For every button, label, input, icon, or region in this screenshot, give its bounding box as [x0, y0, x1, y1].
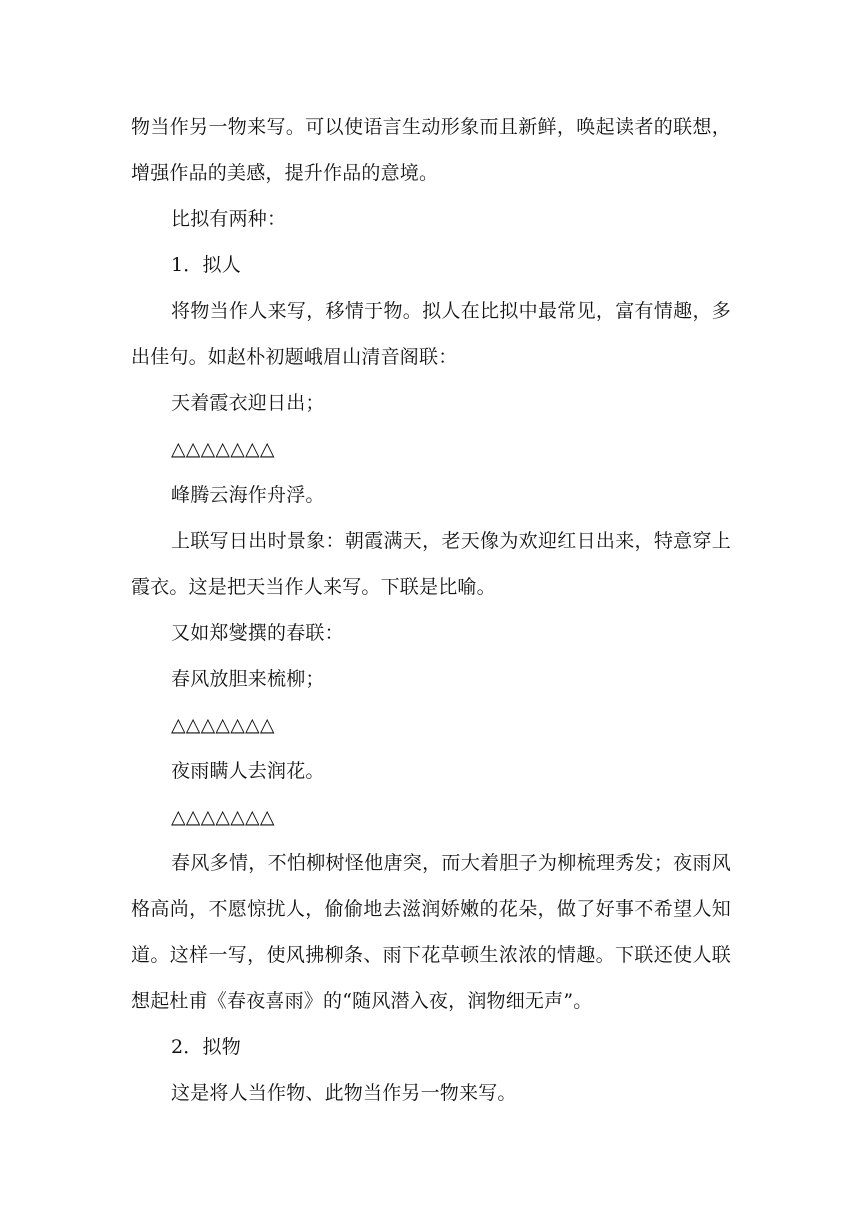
- couplet-line: 天着霞衣迎日出；: [171, 392, 325, 414]
- emphasis-marks: △△△△△△△: [171, 714, 275, 736]
- document-body: [131, 104, 731, 1116]
- couplet-line: 春风放胆来梳柳；: [171, 668, 325, 690]
- section-heading-objectification: 2．拟物: [171, 1036, 241, 1058]
- section-heading-personification: 1．拟人: [171, 254, 241, 276]
- paragraph-analysis: 春风多情，不怕柳树怪他唐突，而大着胆子为柳梳理秀发；夜雨风格高尚，不愿惊扰人，偷偷地去滋润娇嫩的花朵，做了好事不希望人知道。这样一写，使风拂柳条、雨下花草顿生浓浓的情趣。下联还使人联想起杜甫《春夜喜雨》的“随风潜入夜，润物细无声”。: [131, 852, 731, 1012]
- paragraph-explanation: 上联写日出时景象：朝霞满天，老天像为欢迎红日出来，特意穿上霞衣。这是把天当作人来写。下联是比喻。: [131, 530, 731, 598]
- emphasis-marks: △△△△△△△: [171, 438, 275, 460]
- paragraph-continuation: 物当作另一物来写。可以使语言生动形象而且新鲜，唤起读者的联想，增强作品的美感，提升作品的意境。: [131, 116, 731, 184]
- paragraph-intro: 比拟有两种：: [171, 208, 287, 230]
- paragraph-example-intro: 又如郑燮撰的春联：: [171, 622, 344, 644]
- paragraph-objectification: 这是将人当作物、此物当作另一物来写。: [171, 1082, 517, 1104]
- couplet-line: 峰腾云海作舟浮。: [171, 484, 325, 506]
- paragraph-personification: 将物当作人来写，移情于物。拟人在比拟中最常见，富有情趣，多出佳句。如赵朴初题峨眉山清音阁联：: [131, 300, 731, 368]
- couplet-line: 夜雨瞒人去润花。: [171, 760, 325, 782]
- emphasis-marks: △△△△△△△: [171, 806, 275, 828]
